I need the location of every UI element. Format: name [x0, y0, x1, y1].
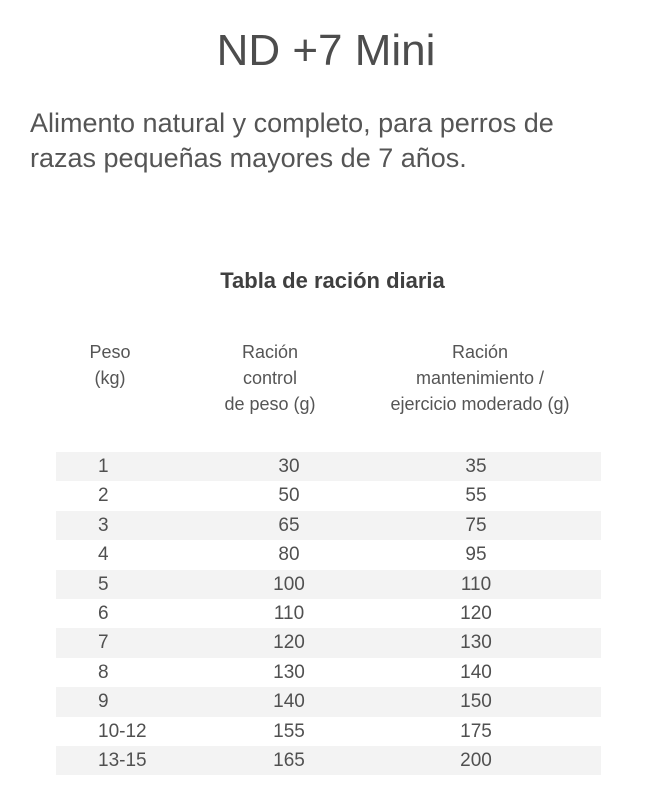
cell-weight: 1: [98, 456, 109, 477]
table-row: [56, 452, 601, 481]
table-row: [56, 599, 601, 628]
header-control-line: de peso (g): [224, 394, 316, 414]
cell-maintenance: 55: [465, 485, 487, 507]
cell-control: 130: [273, 661, 305, 683]
header-maintenance-line: Ración: [451, 342, 509, 362]
cell-weight: 2: [98, 485, 109, 507]
cell-weight: 13-15: [98, 749, 147, 771]
product-title: ND +7 Mini: [216, 26, 436, 75]
table-row: [56, 746, 601, 775]
product-description: [30, 106, 630, 176]
cell-control: 80: [278, 544, 300, 566]
cell-maintenance: 130: [460, 632, 492, 654]
header-control-line: control: [242, 368, 298, 388]
cell-weight: 7: [98, 632, 109, 654]
header-weight-line: (kg): [94, 368, 126, 388]
table-row: [56, 540, 601, 569]
cell-maintenance: 150: [460, 691, 492, 713]
table-row: [56, 628, 601, 657]
cell-control: 155: [273, 720, 305, 742]
cell-control: 110: [273, 602, 305, 624]
header-weight-line: Peso: [89, 342, 131, 362]
cell-maintenance: 140: [460, 661, 492, 683]
cell-control: 50: [278, 485, 300, 507]
cell-weight: 9: [98, 691, 109, 713]
header-maintenance: [360, 339, 600, 417]
table-row: [56, 511, 601, 540]
header-weight: [70, 339, 150, 391]
cell-control: 140: [273, 691, 305, 713]
cell-weight: 4: [98, 544, 109, 566]
table-row: [56, 658, 601, 687]
cell-weight: 10-12: [98, 720, 147, 742]
cell-control: 120: [273, 632, 305, 654]
cell-control: 100: [273, 573, 305, 595]
cell-maintenance: 120: [460, 602, 492, 624]
header-maintenance-line: mantenimiento /: [415, 368, 545, 388]
description-line: Alimento natural y completo, para perros de: [30, 108, 554, 138]
table-row: [56, 687, 601, 716]
cell-weight: 5: [98, 573, 109, 595]
table-title: Tabla de ración diaria: [220, 268, 445, 293]
cell-maintenance: 75: [465, 514, 487, 536]
cell-maintenance: 175: [460, 720, 492, 742]
description-line: razas pequeñas mayores de 7 años.: [30, 143, 467, 173]
cell-maintenance: 95: [465, 544, 487, 566]
cell-control: 65: [278, 514, 300, 536]
cell-control: 30: [278, 456, 300, 477]
cell-weight: 6: [98, 602, 109, 624]
header-control: [200, 339, 340, 417]
cell-maintenance: 110: [460, 573, 492, 595]
ration-table: [56, 452, 601, 775]
header-control-line: Ración: [241, 342, 299, 362]
cell-weight: 8: [98, 661, 109, 683]
cell-control: 165: [273, 749, 305, 771]
table-row: [56, 717, 601, 746]
cell-weight: 3: [98, 514, 109, 536]
cell-maintenance: 200: [460, 749, 492, 771]
header-maintenance-line: ejercicio moderado (g): [390, 394, 570, 414]
table-row: [56, 570, 601, 599]
table-row: [56, 481, 601, 510]
cell-maintenance: 35: [465, 456, 487, 477]
